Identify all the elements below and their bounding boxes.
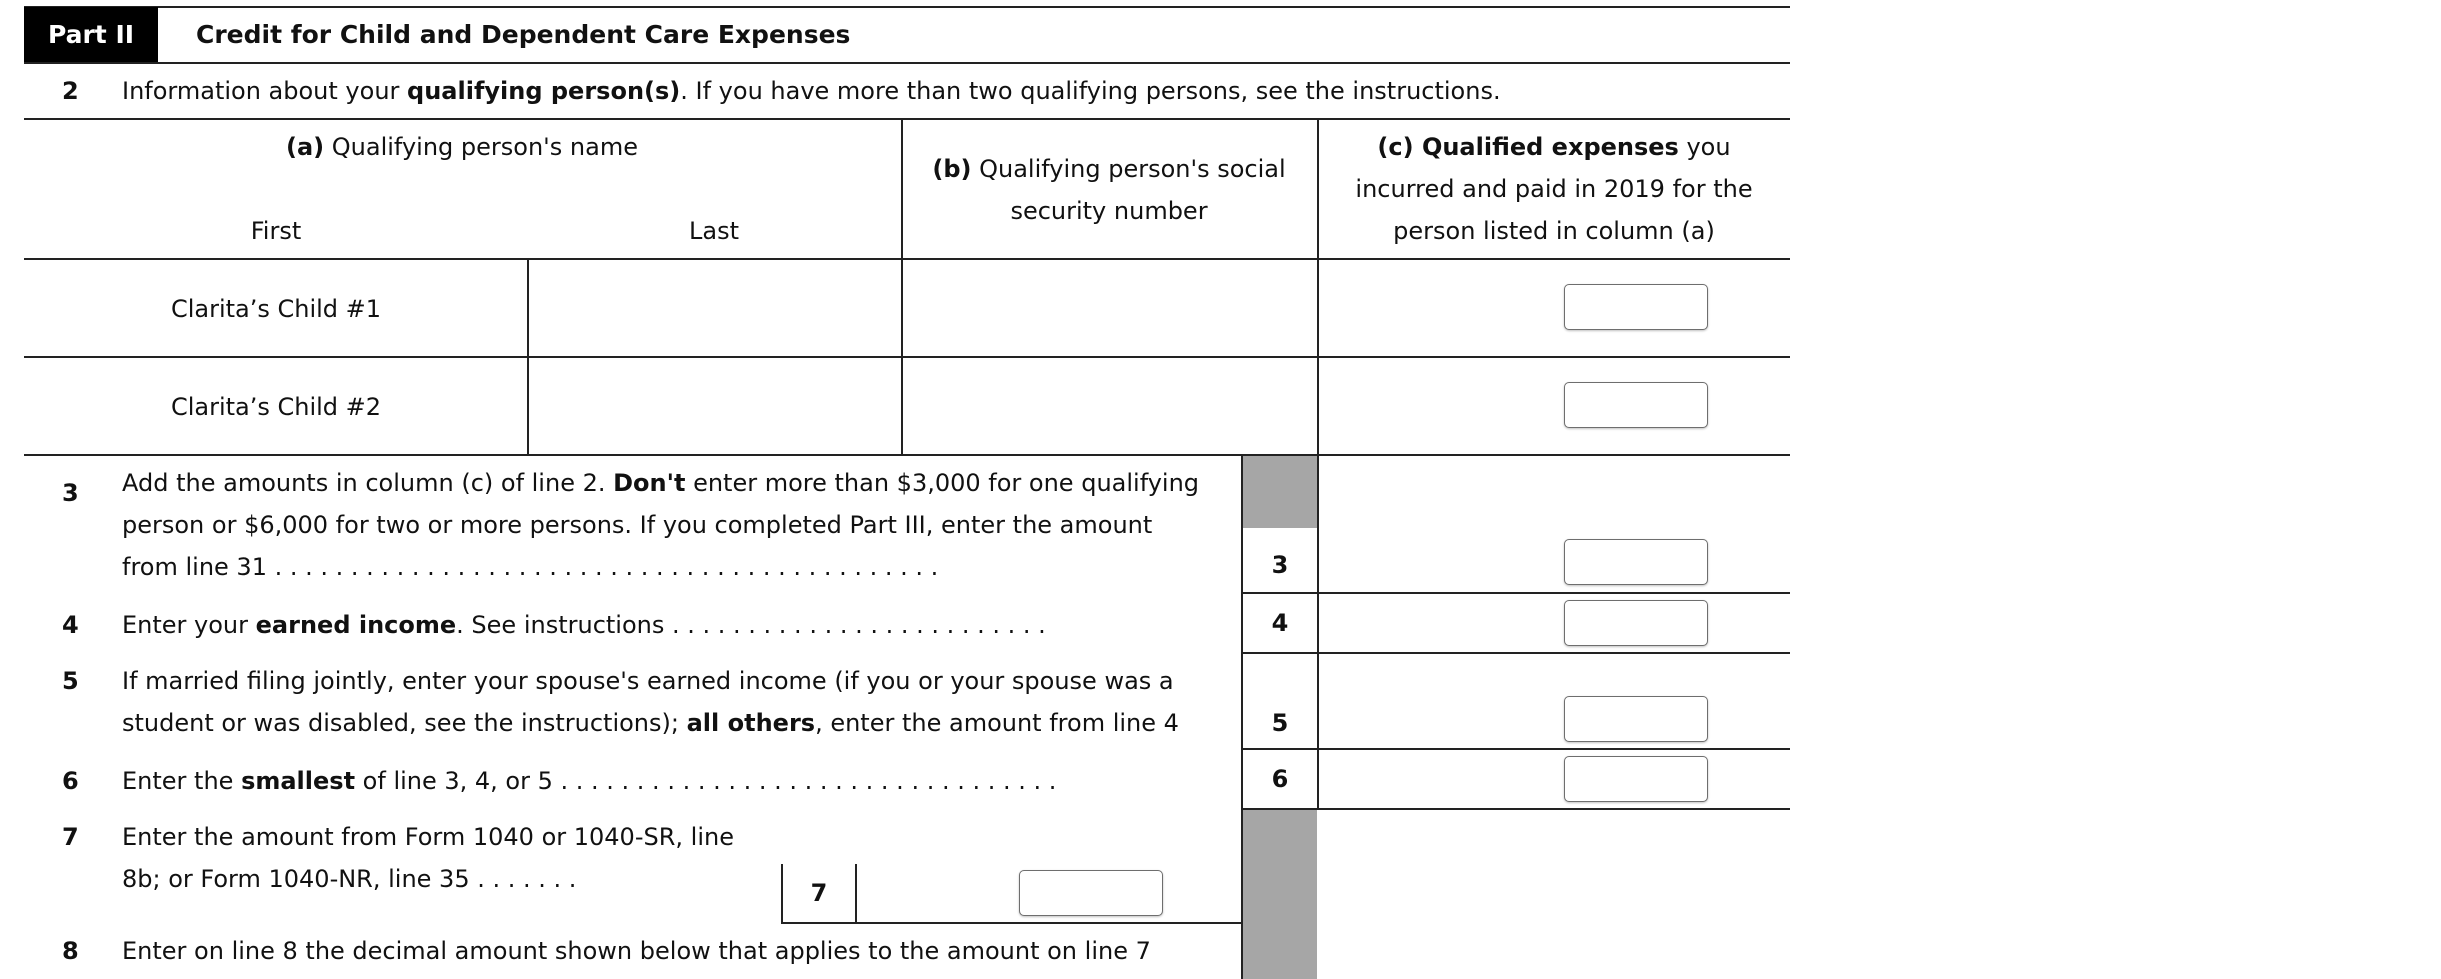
line8-number: 8 <box>62 937 79 965</box>
person-1-first-name: Clarita’s Child #1 <box>170 295 382 323</box>
line5-amount-input[interactable] <box>1564 696 1708 742</box>
line3-number: 3 <box>62 479 79 507</box>
line5-text-2: student or was disabled, see the instructions); all others, enter the amount from line 4 <box>122 709 1179 737</box>
col-b-header: (b) Qualifying person's social <box>932 155 1286 183</box>
line6-rule <box>1243 808 1790 810</box>
line5-text-1: If married filing jointly, enter your spouse's earned income (if you or your spouse was a <box>122 667 1174 695</box>
line3-amount-input[interactable] <box>1564 539 1708 585</box>
line4-rule <box>1243 652 1790 654</box>
line3-text-2: person or $6,000 for two or more persons. If you completed Part III, enter the amount <box>122 511 1153 539</box>
col-a-first-header: First <box>250 217 302 245</box>
line7-shaded-column <box>1243 810 1317 979</box>
line6-box-number: 6 <box>1271 765 1289 793</box>
part-label: Part II <box>24 7 158 63</box>
line5-number: 5 <box>62 667 79 695</box>
person-2-rule <box>24 454 1790 456</box>
line3-text-1: Add the amounts in column (c) of line 2. Don't enter more than $3,000 for one qualifying <box>122 469 1200 497</box>
line4-number: 4 <box>62 611 79 639</box>
line4-text: Enter your earned income. See instructions . . . . . . . . . . . . . . . . . . . . . . . . . <box>122 611 1046 639</box>
line4-amount-input[interactable] <box>1564 600 1708 646</box>
box-column-right-rule <box>1317 456 1319 808</box>
header-bottom-rule <box>24 62 1790 64</box>
col-b-left-rule <box>901 118 903 456</box>
column-header-rule <box>24 258 1790 260</box>
line3-box-number: 3 <box>1271 551 1289 579</box>
person-2-expenses-input[interactable] <box>1564 382 1708 428</box>
line7-text-2: 8b; or Form 1040-NR, line 35 . . . . . . . <box>122 865 577 893</box>
col-c-header-line3: person listed in column (a) <box>1393 217 1715 245</box>
line3-rule <box>1243 592 1790 594</box>
line3-shaded-cell <box>1243 456 1317 528</box>
line7-box-right-rule <box>855 864 857 924</box>
col-a-last-header: Last <box>689 217 739 245</box>
line8-text: Enter on line 8 the decimal amount shown below that applies to the amount on line 7 <box>122 937 1151 965</box>
line4-box-number: 4 <box>1271 609 1289 637</box>
col-b-header-line2: security number <box>1010 197 1208 225</box>
line7-number: 7 <box>62 823 79 851</box>
line6-number: 6 <box>62 767 79 795</box>
col-c-header: (c) Qualified expenses you <box>1377 133 1731 161</box>
line2-number: 2 <box>62 77 79 105</box>
line7-rule <box>781 922 1243 924</box>
line3-text-3: from line 31 . . . . . . . . . . . . . . . . . . . . . . . . . . . . . . . . . . . . . . . . . . . . <box>122 553 939 581</box>
line7-amount-input[interactable] <box>1019 870 1163 916</box>
line5-rule <box>1243 748 1790 750</box>
line7-box-number: 7 <box>810 879 828 907</box>
col-c-left-rule <box>1317 118 1319 456</box>
col-a-header: (a) Qualifying person's name <box>286 133 638 161</box>
line6-text: Enter the smallest of line 3, 4, or 5 . . . . . . . . . . . . . . . . . . . . . . . . . . . . . . . . . <box>122 767 1057 795</box>
person-2-first-name: Clarita’s Child #2 <box>170 393 382 421</box>
line2-text: Information about your qualifying person(s). If you have more than two qualifying persons, see the instructions. <box>122 77 1501 105</box>
line2-rule <box>24 118 1790 120</box>
line7-text-1: Enter the amount from Form 1040 or 1040-SR, line <box>122 823 734 851</box>
line6-amount-input[interactable] <box>1564 756 1708 802</box>
col-c-header-line2: incurred and paid in 2019 for the <box>1355 175 1753 203</box>
part-title: Credit for Child and Dependent Care Expenses <box>196 20 851 49</box>
header-top-rule <box>24 6 1790 8</box>
line5-box-number: 5 <box>1271 709 1289 737</box>
person-1-rule <box>24 356 1790 358</box>
person-1-expenses-input[interactable] <box>1564 284 1708 330</box>
